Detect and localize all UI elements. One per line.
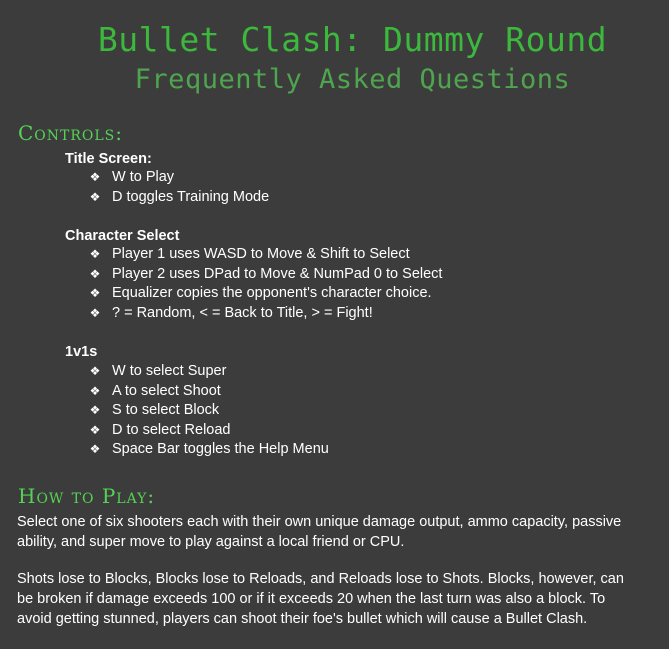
list-item: ❖ Player 2 uses DPad to Move & NumPad 0 to Select [88, 265, 442, 285]
list-item: ❖ W to Play [88, 168, 269, 188]
page-title: Bullet Clash: Dummy Round [97, 20, 608, 59]
diamond-bullet-icon: ❖ [89, 305, 101, 320]
list-item: ❖ Space Bar toggles the Help Menu [88, 440, 329, 460]
list-item: ❖ Equalizer copies the opponent's character choice. [88, 284, 442, 304]
diamond-bullet-icon: ❖ [89, 422, 101, 437]
list-item: ❖ S to select Block [88, 401, 329, 421]
diamond-bullet-icon: ❖ [89, 266, 101, 281]
title-screen-group-title: Title Screen: [65, 151, 152, 167]
page-subtitle: Frequently Asked Questions [134, 64, 571, 95]
diamond-bullet-icon: ❖ [89, 364, 101, 378]
how-to-play-heading: How to Play: [18, 484, 156, 508]
one-v-one-group-title: 1v1s [65, 344, 98, 360]
list-item: ❖ W to select Super [88, 362, 329, 382]
diamond-bullet-icon: ❖ [89, 286, 101, 300]
diamond-bullet-icon: ❖ [89, 442, 101, 456]
how-to-play-paragraph: Select one of six shooters each with their own unique damage output, ammo capacity, passive ability, and super move to play against a local friend or CPU. [17, 514, 622, 550]
list-item: ❖ Player 1 uses WASD to Move & Shift to Select [88, 245, 442, 265]
diamond-bullet-icon: ❖ [89, 403, 101, 417]
diamond-bullet-icon: ❖ [89, 383, 101, 398]
character-select-list [88, 245, 442, 323]
one-v-one-list [88, 362, 329, 460]
how-to-play-paragraph: Shots lose to Blocks, Blocks lose to Reloads, and Reloads lose to Shots. Blocks, however, can be broken if damage exceeds 100 or if it exceeds 20 when the last turn was also a block. To avoid getting stunned, players can shoot their foe's bullet which will cause a Bullet Clash. [17, 571, 624, 627]
diamond-bullet-icon: ❖ [89, 189, 101, 204]
controls-heading: Controls: [18, 121, 124, 145]
list-item: ❖ ? = Random, < = Back to Title, > = Fight! [88, 304, 442, 324]
character-select-group-title: Character Select [65, 228, 180, 244]
list-item: ❖ D toggles Training Mode [88, 188, 269, 208]
diamond-bullet-icon: ❖ [89, 247, 101, 261]
title-screen-list [88, 168, 269, 207]
diamond-bullet-icon: ❖ [89, 170, 101, 184]
list-item: ❖ A to select Shoot [88, 382, 329, 402]
list-item: ❖ D to select Reload [88, 421, 329, 441]
